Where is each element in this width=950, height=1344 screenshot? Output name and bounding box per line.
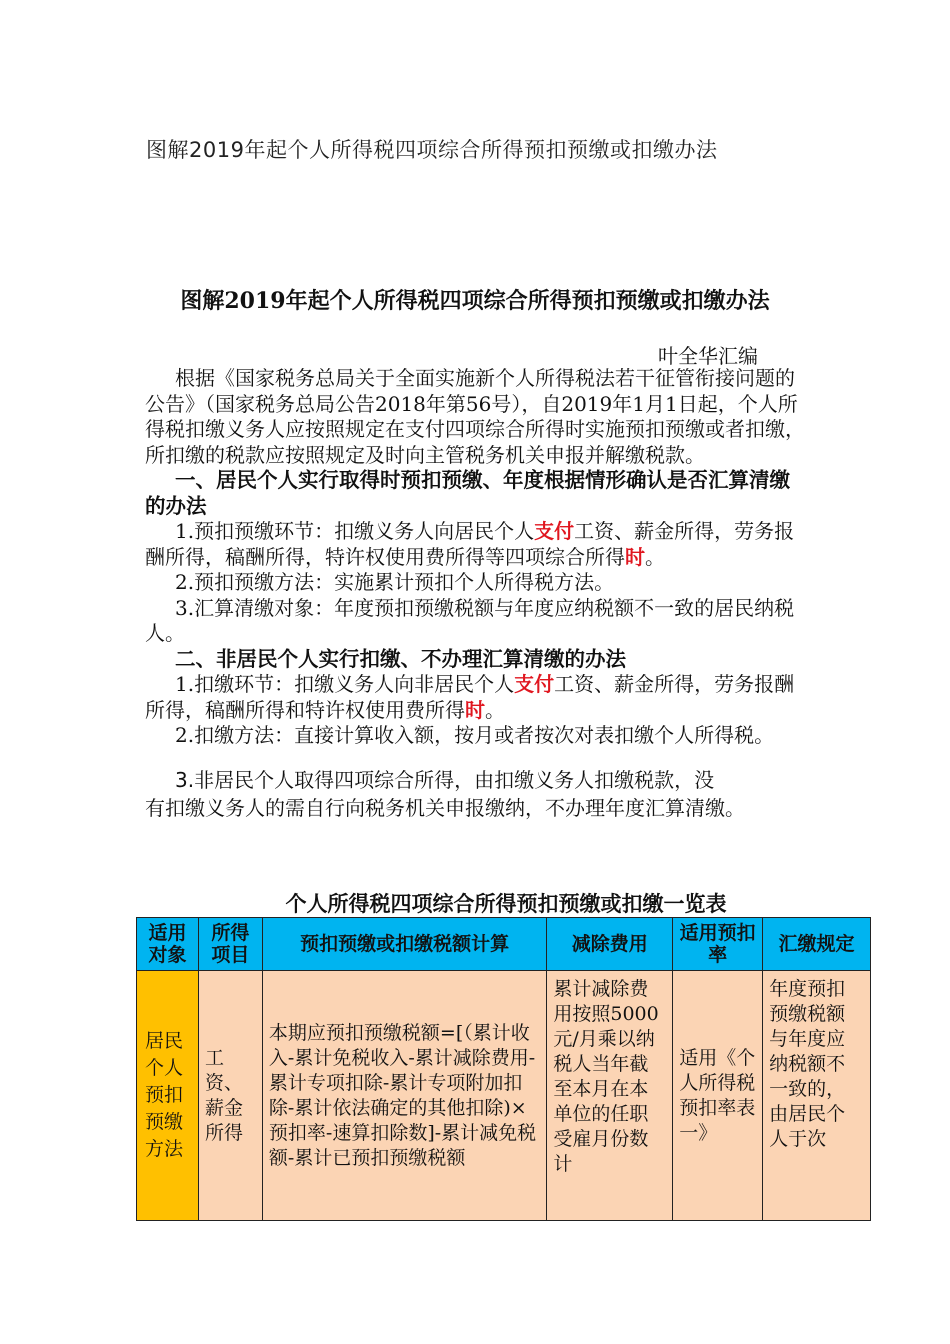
text-span: 。 xyxy=(645,544,665,569)
header-deduction: 减除费用 xyxy=(547,918,673,971)
highlight-text: 时 xyxy=(465,697,485,722)
section1-item2: 2.预扣预缴方法：实施累计预扣个人所得税方法。 xyxy=(175,570,615,594)
cell-rule: 年度预扣预缴税额与年度应纳税额不一致的，由居民个人于次 xyxy=(763,971,871,1221)
section2-heading: 二、非居民个人实行扣缴、不办理汇算清缴的办法 xyxy=(175,646,626,671)
author-line: 叶全华汇编 xyxy=(658,344,758,368)
cell-deduction: 累计减除费用按照5000元/月乘以纳税人当年截至本月在本单位的任职受雇月份数计 xyxy=(547,971,673,1221)
text-span: 1.扣缴环节：扣缴义务人向非居民个人 xyxy=(175,672,515,696)
table-title: 个人所得税四项综合所得预扣预缴或扣缴一览表 xyxy=(285,891,727,916)
header-rate: 适用预扣率 xyxy=(673,918,763,971)
section2-item2: 2.扣缴方法：直接计算收入额，按月或者按次对表扣缴个人所得税。 xyxy=(175,723,775,747)
intro-paragraph: 根据《国家税务总局关于全面实施新个人所得税法若干征管衔接问题的公告》（国家税务总局公告2018年第56号），自2019年1月1日起，个人所得税扣缴义务人应按照规定在支付四项综合所得时实施预扣预缴或者扣缴，所扣缴的税款应按照规定及时向主管税务机关申报并解缴税款。 xyxy=(145,366,805,467)
cell-item: 工资、薪金所得 xyxy=(198,971,262,1221)
header-formula: 预扣预缴或扣缴税额计算 xyxy=(262,918,546,971)
header-target: 适用对象 xyxy=(137,918,199,971)
header-item: 所得项目 xyxy=(198,918,262,971)
section2-item3-line2: 有扣缴义务人的需自行向税务机关申报缴纳，不办理年度汇算清缴。 xyxy=(145,795,745,820)
text-span: 工资、薪金所得，劳务报酬所得，稿酬所得和特许权使用费所得 xyxy=(145,672,795,722)
cell-target: 居民个人预扣预缴方法 xyxy=(137,971,199,1221)
highlight-text: 支付 xyxy=(514,672,555,696)
text-span: 。 xyxy=(485,697,505,722)
main-title: 图解2019年起个人所得税四项综合所得预扣预缴或扣缴办法 xyxy=(180,288,770,314)
table-header-row xyxy=(137,918,871,971)
section2-item1 xyxy=(145,672,807,723)
section1-item1 xyxy=(145,519,807,570)
summary-table xyxy=(136,917,871,1221)
document-body xyxy=(145,366,807,821)
cell-rate: 适用《个人所得税预扣率表一》 xyxy=(673,971,763,1221)
table-row xyxy=(137,971,871,1221)
text-span: 工资、薪金所得，劳务报酬所得，稿酬所得，特许权使用费所得等四项综合所得 xyxy=(145,519,795,569)
section1-item3: 3.汇算清缴对象：年度预扣预缴税额与年度应纳税额不一致的居民纳税人。 xyxy=(145,595,795,645)
highlight-text: 支付 xyxy=(534,519,575,543)
cell-formula: 本期应预扣预缴税额=[（累计收入-累计免税收入-累计减除费用-累计专项扣除-累计专项附加扣除-累计依法确定的其他扣除)×预扣率-速算扣除数]-累计减免税额-累计已预扣预缴税额 xyxy=(262,971,546,1221)
highlight-text: 时 xyxy=(625,544,645,569)
section1-heading: 一、居民个人实行取得时预扣预缴、年度根据情形确认是否汇算清缴的办法 xyxy=(145,468,790,518)
section2-item3-line1: 3.非居民个人取得四项综合所得，由扣缴义务人扣缴税款，没 xyxy=(175,767,715,792)
header-rule: 汇缴规定 xyxy=(763,918,871,971)
text-span: 1.预扣预缴环节：扣缴义务人向居民个人 xyxy=(175,519,535,543)
document-top-title: 图解2019年起个人所得税四项综合所得预扣预缴或扣缴办法 xyxy=(146,138,718,162)
